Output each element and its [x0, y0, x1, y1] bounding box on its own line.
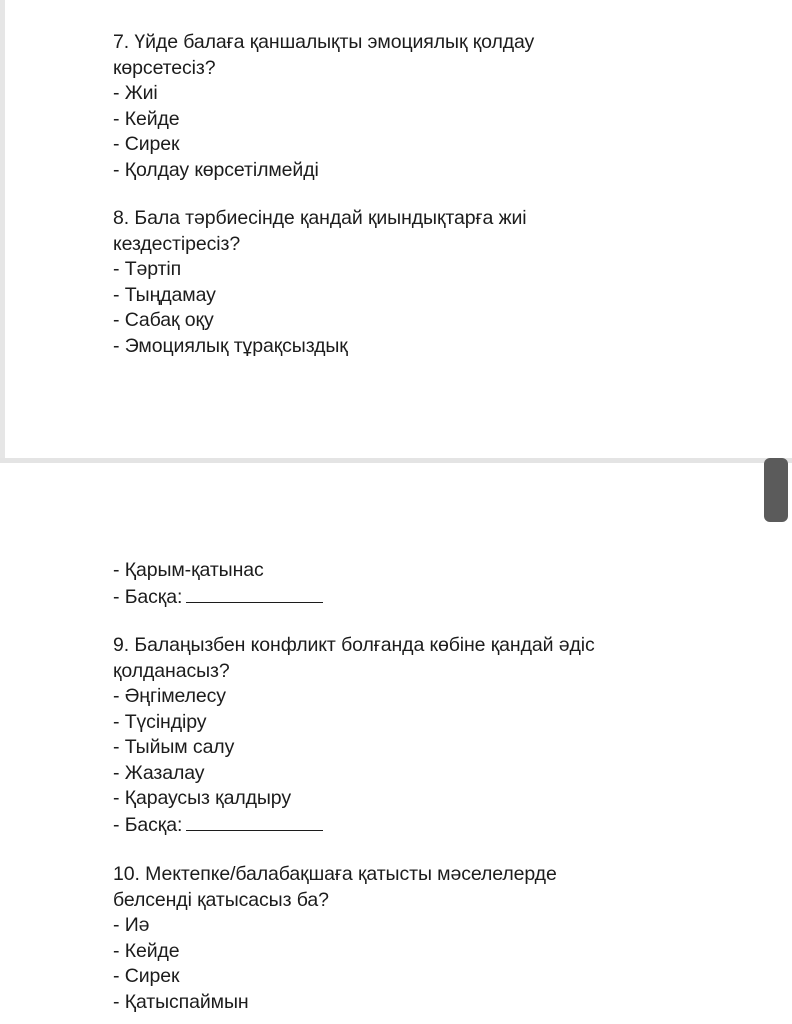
question-8-option: - Эмоциялық тұрақсыздық — [113, 334, 348, 357]
question-7-option: - Кейде — [113, 107, 180, 130]
question-10-text-cont: белсенді қатысасыз ба? — [113, 888, 329, 911]
question-9-option: - Қараусыз қалдыру — [113, 787, 291, 809]
question-7 — [113, 30, 534, 183]
question-7-text-cont: көрсетесіз? — [113, 56, 216, 79]
answer-blank-line — [186, 584, 323, 603]
question-9-option-other: - Басқа: — [113, 812, 595, 839]
scrollbar-thumb[interactable] — [764, 458, 788, 522]
question-8-option: - Сабақ оқу — [113, 309, 214, 331]
question-8-continued — [113, 558, 323, 610]
question-10-option: - Иә — [113, 914, 150, 936]
question-9-option: - Тыйым салу — [113, 736, 235, 758]
question-9-option: - Түсіндіру — [113, 710, 207, 733]
question-8-text: 8. Бала тәрбиесінде қандай қиындықтарға жиі — [113, 207, 527, 229]
question-10-text: 10. Мектепке/балабақшаға қатысты мәселелерде — [113, 863, 557, 885]
question-9-text: 9. Балаңызбен конфликт болғанда көбіне қандай әдіс — [113, 634, 595, 656]
question-8-option: - Тыңдамау — [113, 283, 216, 306]
question-8-text-cont: кездестіресіз? — [113, 232, 241, 255]
question-10-option: - Сирек — [113, 965, 180, 987]
question-8-option: - Қарым-қатынас — [113, 559, 264, 581]
question-7-option: - Қолдау көрсетілмейді — [113, 158, 319, 181]
question-8 — [113, 206, 527, 359]
question-10-option: - Кейде — [113, 939, 180, 962]
question-9-option: - Жазалау — [113, 761, 205, 784]
question-7-text: 7. Үйде балаға қаншалықты эмоциялық қолдау — [113, 31, 535, 53]
question-9 — [113, 633, 595, 838]
question-7-option: - Жиі — [113, 82, 158, 104]
question-10-option: - Қатыспаймын — [113, 990, 249, 1013]
question-8-option-other: - Басқа: — [113, 584, 323, 611]
question-9-text-cont: қолданасыз? — [113, 659, 230, 682]
cut-off-glyph — [183, 0, 213, 2]
question-7-option: - Сирек — [113, 133, 180, 155]
answer-blank-line — [186, 812, 323, 831]
question-9-option: - Әңгімелесу — [113, 685, 226, 707]
question-10 — [113, 862, 557, 1015]
question-8-option: - Тәртіп — [113, 258, 182, 280]
